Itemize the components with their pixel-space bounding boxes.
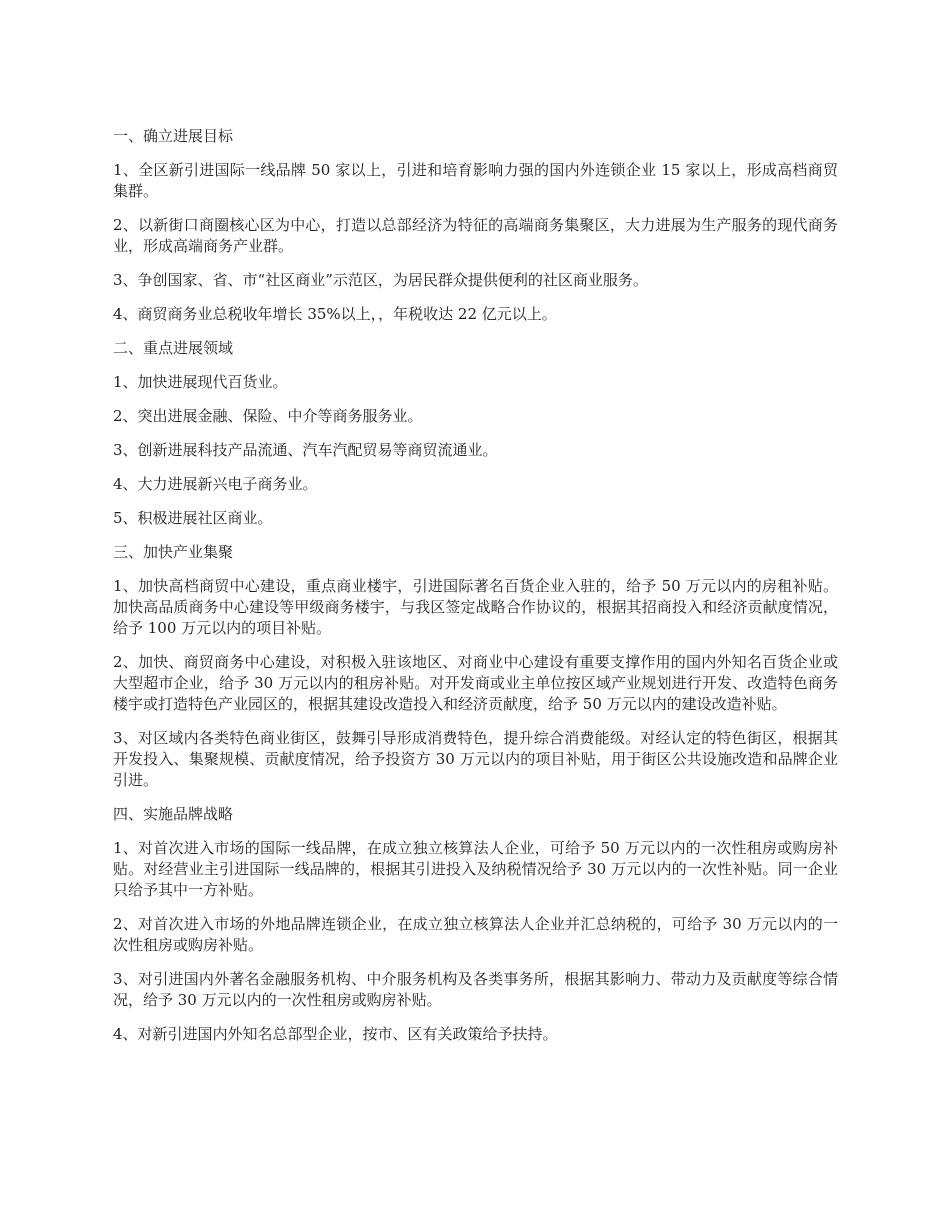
paragraph-goal-3: 3、争创国家、省、市“社区商业”示范区，为居民群众提供便利的社区商业服务。 (113, 271, 648, 289)
paragraph-area-5: 5、积极进展社区商业。 (113, 509, 273, 527)
document-page (113, 126, 838, 1058)
paragraph-brand-3: 3、对引进国内外著名金融服务机构、中介服务机构及各类事务所，根据其影响力、带动力及贡献度等综合情况，给予 30 万元以内的一次性租房或购房补贴。 (113, 970, 838, 1009)
section-heading-key-areas: 二、重点进展领域 (113, 339, 234, 357)
paragraph-area-1: 1、加快进展现代百货业。 (113, 373, 288, 391)
section-heading-brand: 四、实施品牌战略 (113, 805, 234, 823)
paragraph-brand-2: 2、对首次进入市场的外地品牌连锁企业，在成立独立核算法人企业并汇总纳税的，可给予 30 万元以内的一次性租房或购房补贴。 (113, 915, 838, 954)
paragraph-cluster-3: 3、对区域内各类特色商业街区，鼓舞引导形成消费特色，提升综合消费能级。对经认定的特色街区，根据其开发投入、集聚规模、贡献度情况，给予投资方 30 万元以内的项目补贴，用于街区公共设施改造和品牌企业引进。 (113, 729, 838, 789)
paragraph-area-4: 4、大力进展新兴电子商务业。 (113, 475, 318, 493)
paragraph-brand-1: 1、对首次进入市场的国际一线品牌，在成立独立核算法人企业，可给予 50 万元以内的一次性租房或购房补贴。对经营业主引进国际一线品牌的，根据其引进投入及纳税情况给予 30 万元以内的一次性补贴。同一企业只给予其中一方补贴。 (113, 839, 838, 899)
paragraph-area-2: 2、突出进展金融、保险、中介等商务服务业。 (113, 407, 423, 425)
paragraph-cluster-2: 2、加快、商贸商务中心建设，对积极入驻该地区、对商业中心建设有重要支撑作用的国内外知名百货企业或大型超市企业，给予 30 万元以内的租房补贴。对开发商或业主单位按区域产业规划进行开发、改造特色商务楼宇或打造特色产业园区的，根据其建设改造投入和经济贡献度，给予 50 万元以内的建设改造补贴。 (113, 653, 838, 713)
section-heading-goals: 一、确立进展目标 (113, 127, 234, 145)
section-heading-cluster: 三、加快产业集聚 (113, 543, 234, 561)
paragraph-brand-4: 4、对新引进国内外知名总部型企业，按市、区有关政策给予扶持。 (113, 1025, 558, 1043)
paragraph-area-3: 3、创新进展科技产品流通、汽车汽配贸易等商贸流通业。 (113, 441, 498, 459)
paragraph-goal-1: 1、全区新引进国际一线品牌 50 家以上，引进和培育影响力强的国内外连锁企业 15 家以上，形成高档商贸集群。 (113, 161, 838, 200)
paragraph-goal-2: 2、以新街口商圈核心区为中心，打造以总部经济为特征的高端商务集聚区，大力进展为生产服务的现代商务业，形成高端商务产业群。 (113, 216, 838, 255)
paragraph-cluster-1: 1、加快高档商贸中心建设，重点商业楼宇，引进国际著名百货企业入驻的，给予 50 万元以内的房租补贴。加快高品质商务中心建设等甲级商务楼宇，与我区签定战略合作协议的，根据其招商投入和经济贡献度情况，给予 100 万元以内的项目补贴。 (113, 577, 838, 637)
paragraph-goal-4: 4、商贸商务业总税收年增长 35%以上，，年税收达 22 亿元以上。 (113, 305, 557, 323)
